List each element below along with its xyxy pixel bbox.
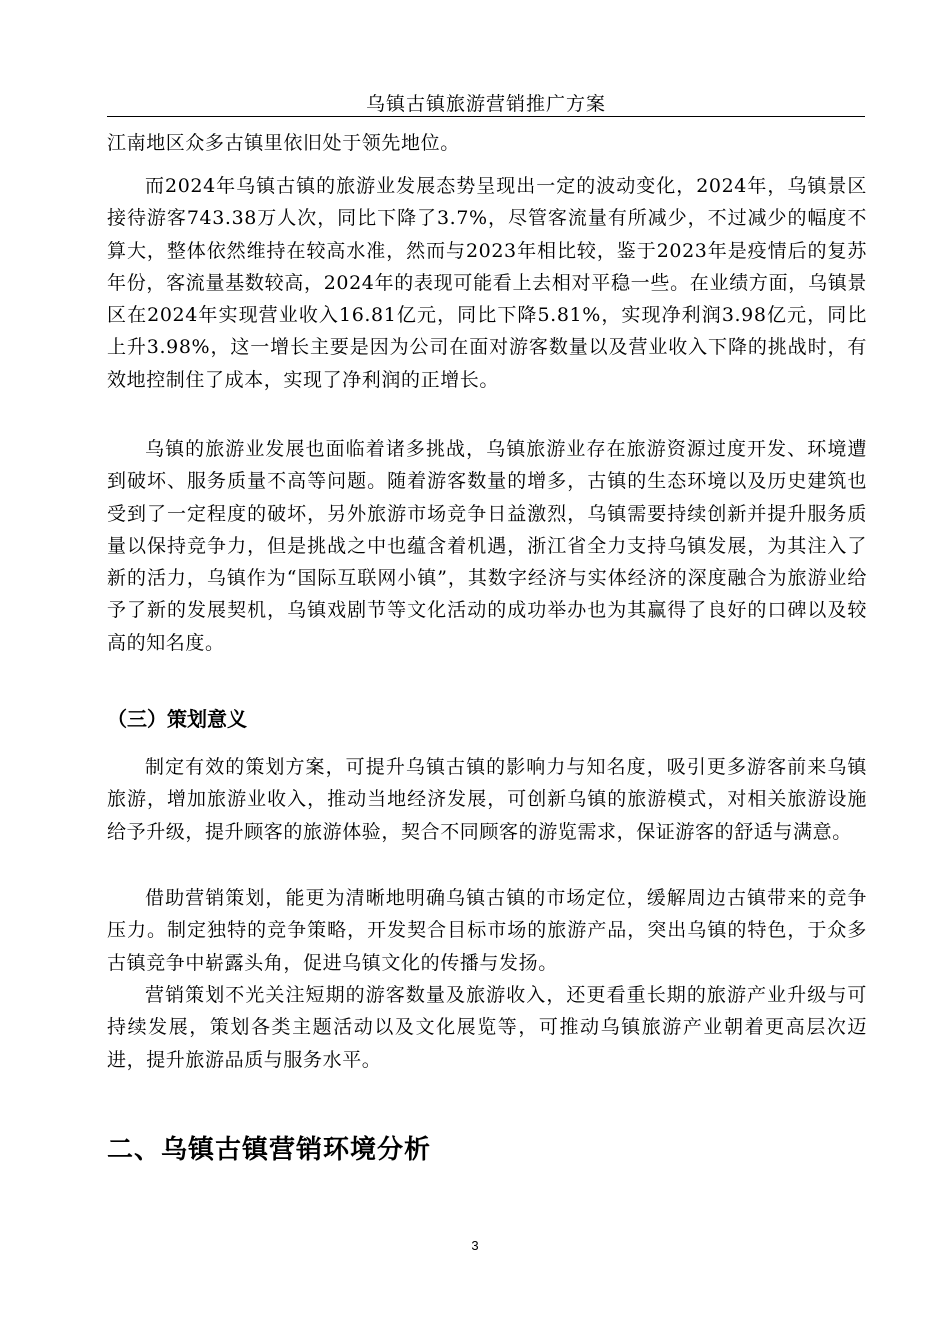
paragraph-challenges: 乌镇的旅游业发展也面临着诸多挑战，乌镇旅游业存在旅游资源过度开发、环境遭到破坏、服务质量不高等问题。随着游客数量的增多，古镇的生态环境以及历史建筑也受到了一定程度的破坏，另外旅游市场竞争日益激烈，乌镇需要持续创新并提升服务质量以保持竞争力，但是挑战之中也蕴含着机遇，浙江省全力支持乌镇发展，为其注入了新的活力，乌镇作为“国际互联网小镇”，其数字经济与实体经济的深度融合为旅游业给予了新的发展契机，乌镇戏剧节等文化活动的成功举办也为其赢得了良好的口碑以及较高的知名度。 (107, 438, 867, 654)
paragraph-2024-performance: 而2024年乌镇古镇的旅游业发展态势呈现出一定的波动变化，2024年，乌镇景区接待游客743.38万人次，同比下降了3.7%，尽管客流量有所减少，不过减少的幅度不算大，整体依然维持在较高水准，然而与2023年相比较，鉴于2023年是疫情后的复苏年份，客流量基数较高，2024年的表现可能看上去相对平稳一些。在业绩方面，乌镇景区在2024年实现营业收入16.81亿元，同比下降5.81%，实现净利润3.98亿元，同比上升3.98%，这一增长主要是因为公司在面对游客数量以及营业收入下降的挑战时，有效地控制住了成本，实现了净利润的正增长。 (107, 175, 867, 391)
running-header: 乌镇古镇旅游营销推广方案 (365, 93, 606, 115)
page-number: 3 (471, 1238, 479, 1253)
subsection-heading: （三）策划意义 (107, 707, 247, 731)
paragraph-significance-2: 借助营销策划，能更为清晰地明确乌镇古镇的市场定位，缓解周边古镇带来的竞争压力。制定独特的竞争策略，开发契合目标市场的旅游产品，突出乌镇的特色，于众多古镇竞争中崭露头角，促进乌镇文化的传播与发扬。 (107, 887, 867, 974)
paragraph-continuation: 江南地区众多古镇里依旧处于领先地位。 (107, 132, 460, 154)
header-rule (107, 116, 865, 117)
paragraph-significance-1: 制定有效的策划方案，可提升乌镇古镇的影响力与知名度，吸引更多游客前来乌镇旅游，增加旅游业收入，推动当地经济发展，可创新乌镇的旅游模式，对相关旅游设施给予升级，提升顾客的旅游体验，契合不同顾客的游览需求，保证游客的舒适与满意。 (107, 756, 867, 843)
paragraph-significance-3: 营销策划不光关注短期的游客数量及旅游收入，还更看重长期的旅游产业升级与可持续发展，策划各类主题活动以及文化展览等，可推动乌镇旅游产业朝着更高层次迈进，提升旅游品质与服务水平。 (107, 984, 867, 1071)
section-heading: 二、乌镇古镇营销环境分析 (107, 1135, 432, 1165)
